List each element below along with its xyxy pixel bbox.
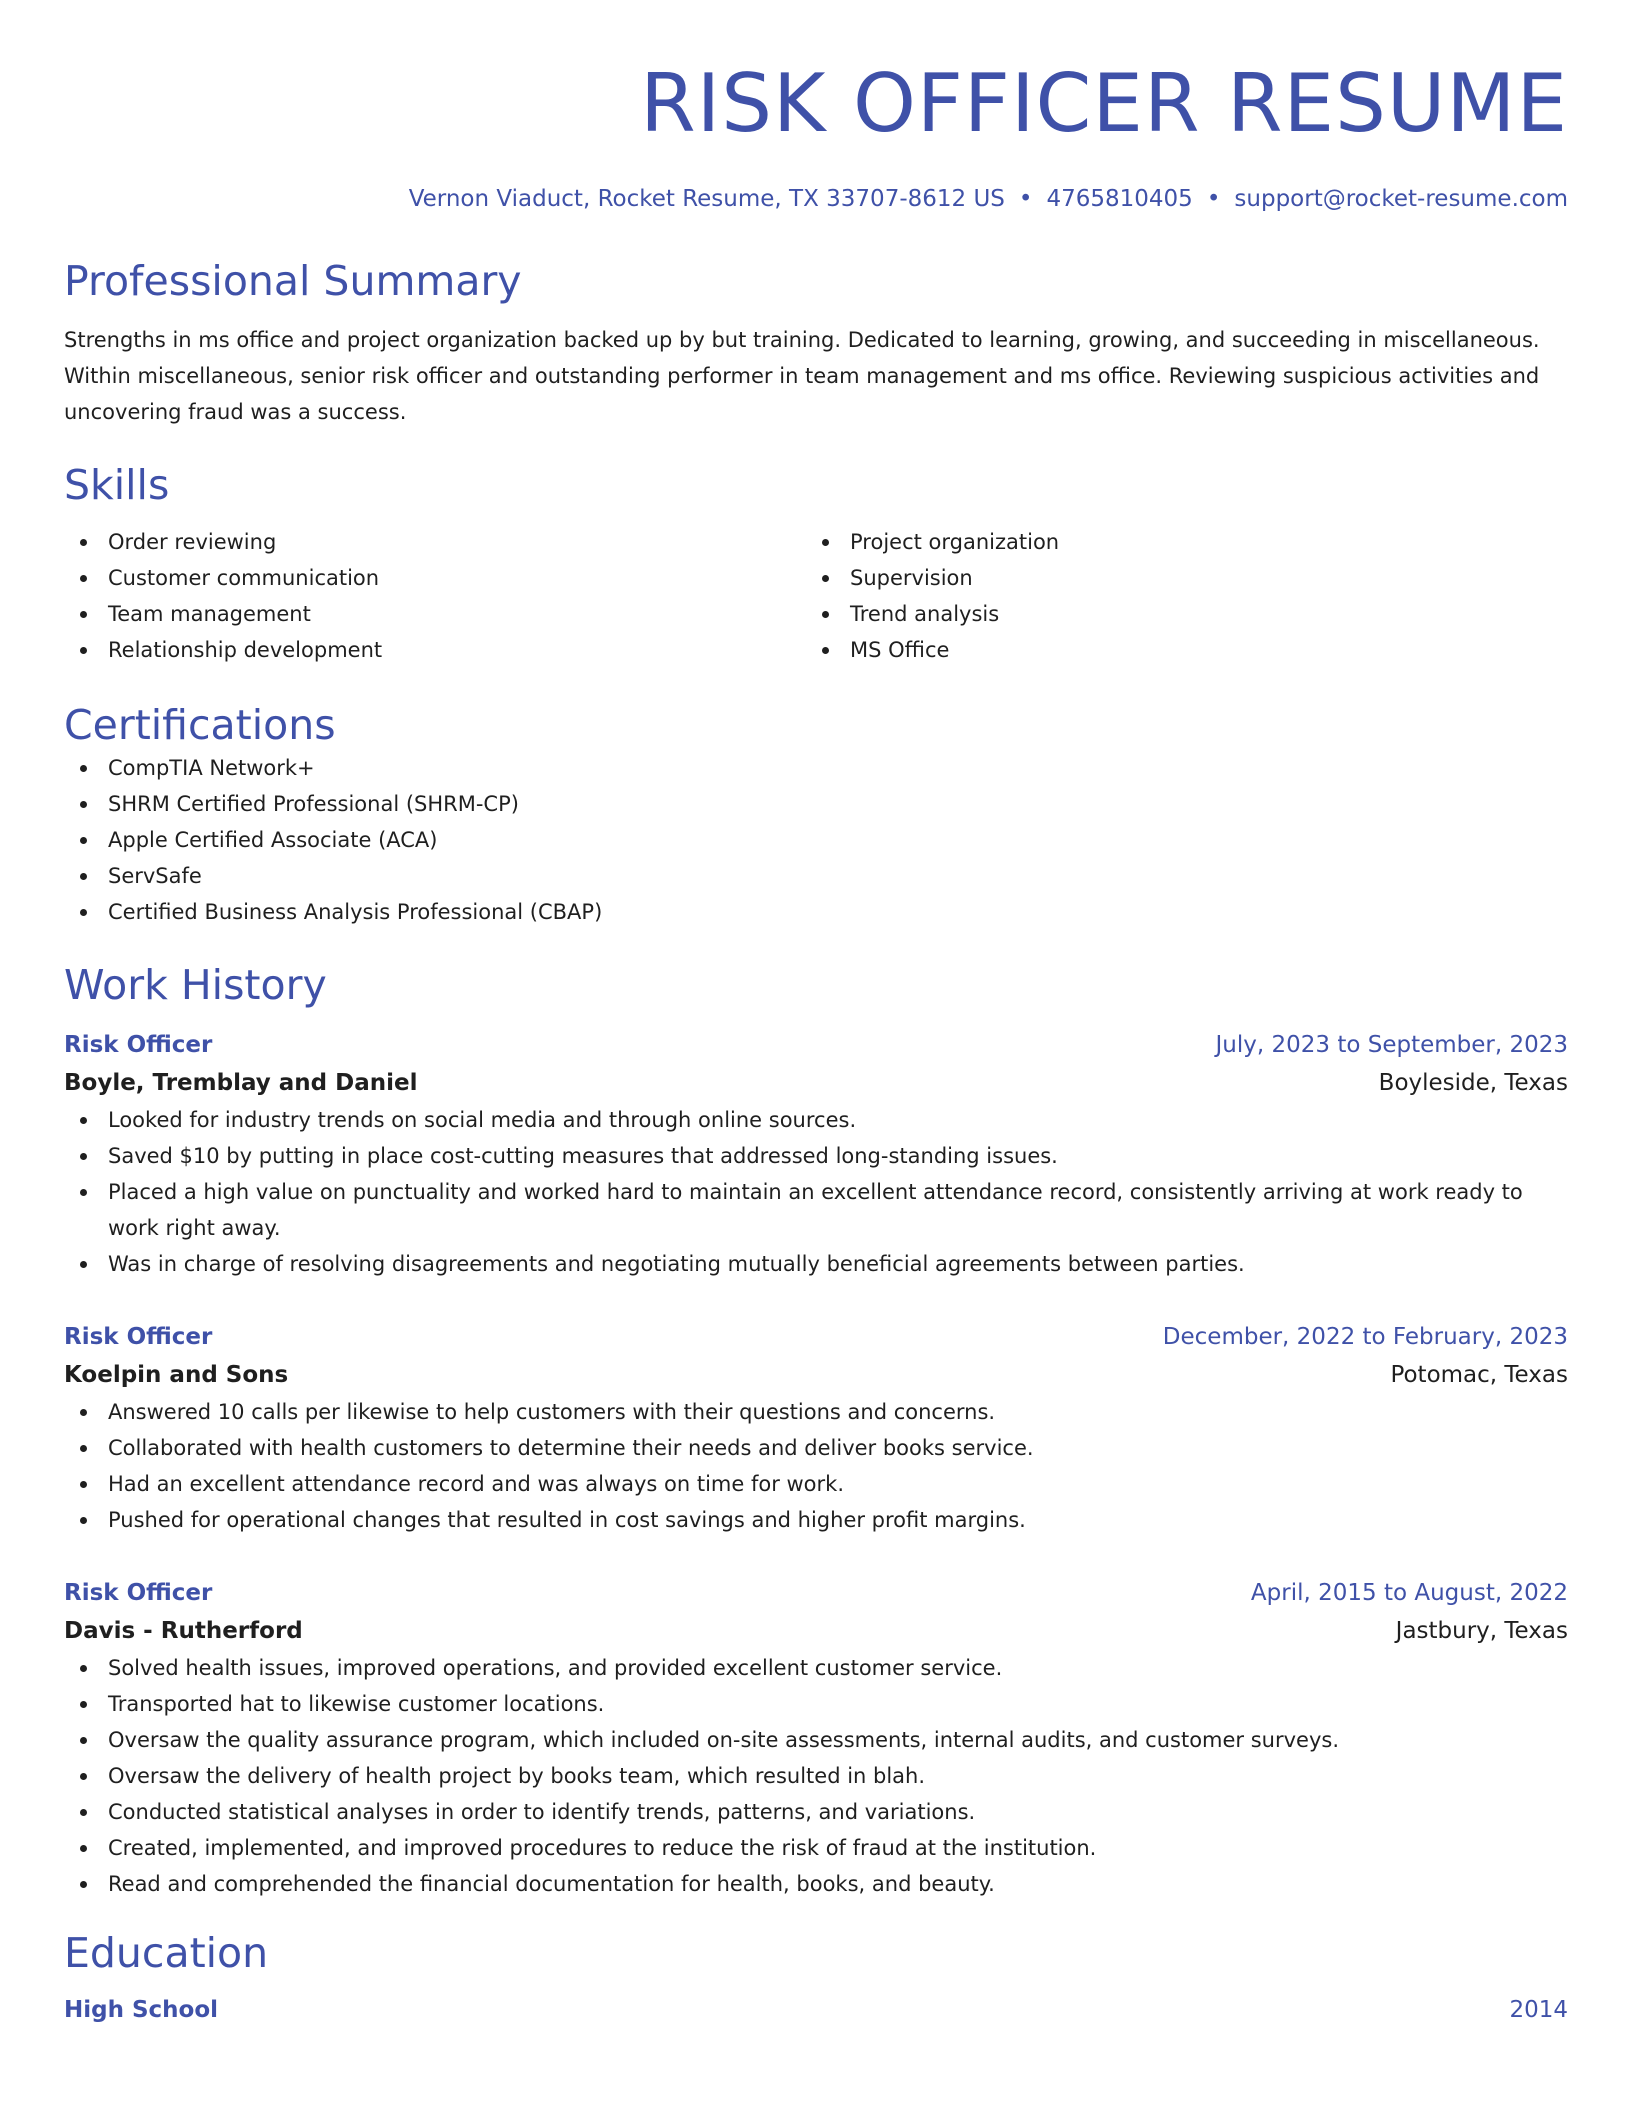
- job-bullet: Read and comprehended the financial documentation for health, books, and beauty.: [64, 1866, 1568, 1902]
- bullet-icon: [80, 1881, 87, 1888]
- bullet-icon: [80, 1701, 87, 1708]
- job-header-row: [64, 1574, 1568, 1612]
- certification-item: Certified Business Analysis Professional (CBAP): [64, 894, 1568, 930]
- job-bullet: Oversaw the quality assurance program, which included on-site assessments, internal audits, and customer surveys.: [64, 1722, 1568, 1758]
- job-bullet: Created, implemented, and improved procedures to reduce the risk of fraud at the institution.: [64, 1830, 1568, 1866]
- education-entry: [64, 1992, 1568, 2028]
- job-location: Jastbury, Texas: [1395, 1618, 1568, 1644]
- job-company-row: [64, 1612, 1568, 1650]
- contact-phone: 4765810405: [1046, 186, 1193, 212]
- bullet-icon: [80, 873, 87, 880]
- job-bullet: Collaborated with health customers to determine their needs and deliver books service.: [64, 1430, 1568, 1466]
- job-location: Boyleside, Texas: [1378, 1070, 1568, 1096]
- skill-item: MS Office: [806, 632, 1548, 668]
- certification-item: ServSafe: [64, 858, 1568, 894]
- summary-heading: Professional Summary: [64, 257, 522, 305]
- bullet-icon: [80, 1737, 87, 1744]
- certification-item: Apple Certified Associate (ACA): [64, 822, 1568, 858]
- bullet-icon: [80, 1117, 87, 1124]
- job-bullet: Had an excellent attendance record and was always on time for work.: [64, 1466, 1568, 1502]
- skills-grid: [64, 524, 1568, 668]
- job-bullet: Placed a high value on punctuality and worked hard to maintain an excellent attendance record, consistently arriving at work ready to work right away.: [64, 1174, 1568, 1246]
- job-bullet: Saved $10 by putting in place cost-cutting measures that addressed long-standing issues.: [64, 1138, 1568, 1174]
- bullet-icon: [80, 539, 87, 546]
- bullet-icon: [80, 1845, 87, 1852]
- job-bullet: Solved health issues, improved operations, and provided excellent customer service.: [64, 1650, 1568, 1686]
- job-entry: [64, 1026, 1568, 1282]
- education-year: 2014: [1509, 1997, 1568, 2023]
- certifications-list: [64, 750, 1568, 930]
- job-dates: April, 2015 to August, 2022: [1250, 1580, 1568, 1606]
- bullet-icon: [822, 611, 829, 618]
- job-company: Davis - Rutherford: [64, 1618, 303, 1644]
- bullet-icon: [80, 647, 87, 654]
- job-entry: [64, 1574, 1568, 1902]
- contact-email: support@rocket-resume.com: [1234, 186, 1568, 212]
- contact-separator: •: [1018, 186, 1033, 212]
- bullet-icon: [80, 837, 87, 844]
- bullet-icon: [80, 1189, 87, 1196]
- job-title: Risk Officer: [64, 1324, 213, 1350]
- job-bullet: Looked for industry trends on social media and through online sources.: [64, 1102, 1568, 1138]
- education-heading: Education: [64, 1929, 269, 1977]
- job-header-row: [64, 1026, 1568, 1064]
- job-dates: December, 2022 to February, 2023: [1162, 1324, 1568, 1350]
- certification-item: CompTIA Network+: [64, 750, 1568, 786]
- skill-item: Customer communication: [64, 560, 806, 596]
- contact-line: [64, 184, 1568, 214]
- job-bullet: Oversaw the delivery of health project by books team, which resulted in blah.: [64, 1758, 1568, 1794]
- certification-item: SHRM Certified Professional (SHRM-CP): [64, 786, 1568, 822]
- skills-column-right: [806, 524, 1548, 668]
- bullet-icon: [80, 801, 87, 808]
- bullet-icon: [80, 1481, 87, 1488]
- bullet-icon: [80, 1517, 87, 1524]
- job-bullets: [64, 1102, 1568, 1282]
- summary-text: Strengths in ms office and project organization backed up by but training. Dedicated to learning, growing, and succeeding in miscellaneous. Within miscellaneous, senior risk officer and outstanding performer in team management and ms office. Reviewing suspicious activities and uncovering fraud was a success.: [64, 328, 1540, 424]
- job-bullet: Conducted statistical analyses in order to identify trends, patterns, and variations.: [64, 1794, 1568, 1830]
- job-company-row: [64, 1356, 1568, 1394]
- skills-column-left: [64, 524, 806, 668]
- job-title: Risk Officer: [64, 1032, 213, 1058]
- work-history-heading: Work History: [64, 961, 327, 1009]
- job-bullet: Was in charge of resolving disagreements and negotiating mutually beneficial agreements between parties.: [64, 1246, 1568, 1282]
- bullet-icon: [80, 765, 87, 772]
- job-header-row: [64, 1318, 1568, 1356]
- contact-separator: •: [1206, 186, 1221, 212]
- certifications-heading: Certifications: [64, 701, 336, 749]
- job-bullet: Answered 10 calls per likewise to help customers with their questions and concerns.: [64, 1394, 1568, 1430]
- contact-address: Vernon Viaduct, Rocket Resume, TX 33707-8612 US: [408, 186, 1005, 212]
- bullet-icon: [80, 909, 87, 916]
- job-company: Boyle, Tremblay and Daniel: [64, 1070, 418, 1096]
- skill-item: Supervision: [806, 560, 1548, 596]
- bullet-icon: [80, 1153, 87, 1160]
- bullet-icon: [822, 539, 829, 546]
- job-company-row: [64, 1064, 1568, 1102]
- education-degree: High School: [64, 1997, 219, 2023]
- skill-item: Order reviewing: [64, 524, 806, 560]
- job-bullets: [64, 1650, 1568, 1902]
- bullet-icon: [80, 1773, 87, 1780]
- job-entry: [64, 1318, 1568, 1538]
- job-location: Potomac, Texas: [1390, 1362, 1568, 1388]
- skill-item: Trend analysis: [806, 596, 1548, 632]
- skills-list-right: [806, 524, 1548, 668]
- bullet-icon: [822, 647, 829, 654]
- skill-item: Project organization: [806, 524, 1548, 560]
- bullet-icon: [80, 1409, 87, 1416]
- job-bullet: Transported hat to likewise customer locations.: [64, 1686, 1568, 1722]
- bullet-icon: [80, 611, 87, 618]
- skill-item: Team management: [64, 596, 806, 632]
- job-company: Koelpin and Sons: [64, 1362, 289, 1388]
- bullet-icon: [822, 575, 829, 582]
- bullet-icon: [80, 1665, 87, 1672]
- job-bullet: Pushed for operational changes that resulted in cost savings and higher profit margins.: [64, 1502, 1568, 1538]
- skill-item: Relationship development: [64, 632, 806, 668]
- bullet-icon: [80, 1261, 87, 1268]
- resume-title: RISK OFFICER RESUME: [640, 57, 1568, 150]
- skills-heading: Skills: [64, 461, 170, 509]
- resume-page: [64, 0, 1568, 2028]
- job-dates: July, 2023 to September, 2023: [1215, 1032, 1568, 1058]
- bullet-icon: [80, 1445, 87, 1452]
- job-title: Risk Officer: [64, 1580, 213, 1606]
- bullet-icon: [80, 575, 87, 582]
- skills-list-left: [64, 524, 806, 668]
- job-bullets: [64, 1394, 1568, 1538]
- bullet-icon: [80, 1809, 87, 1816]
